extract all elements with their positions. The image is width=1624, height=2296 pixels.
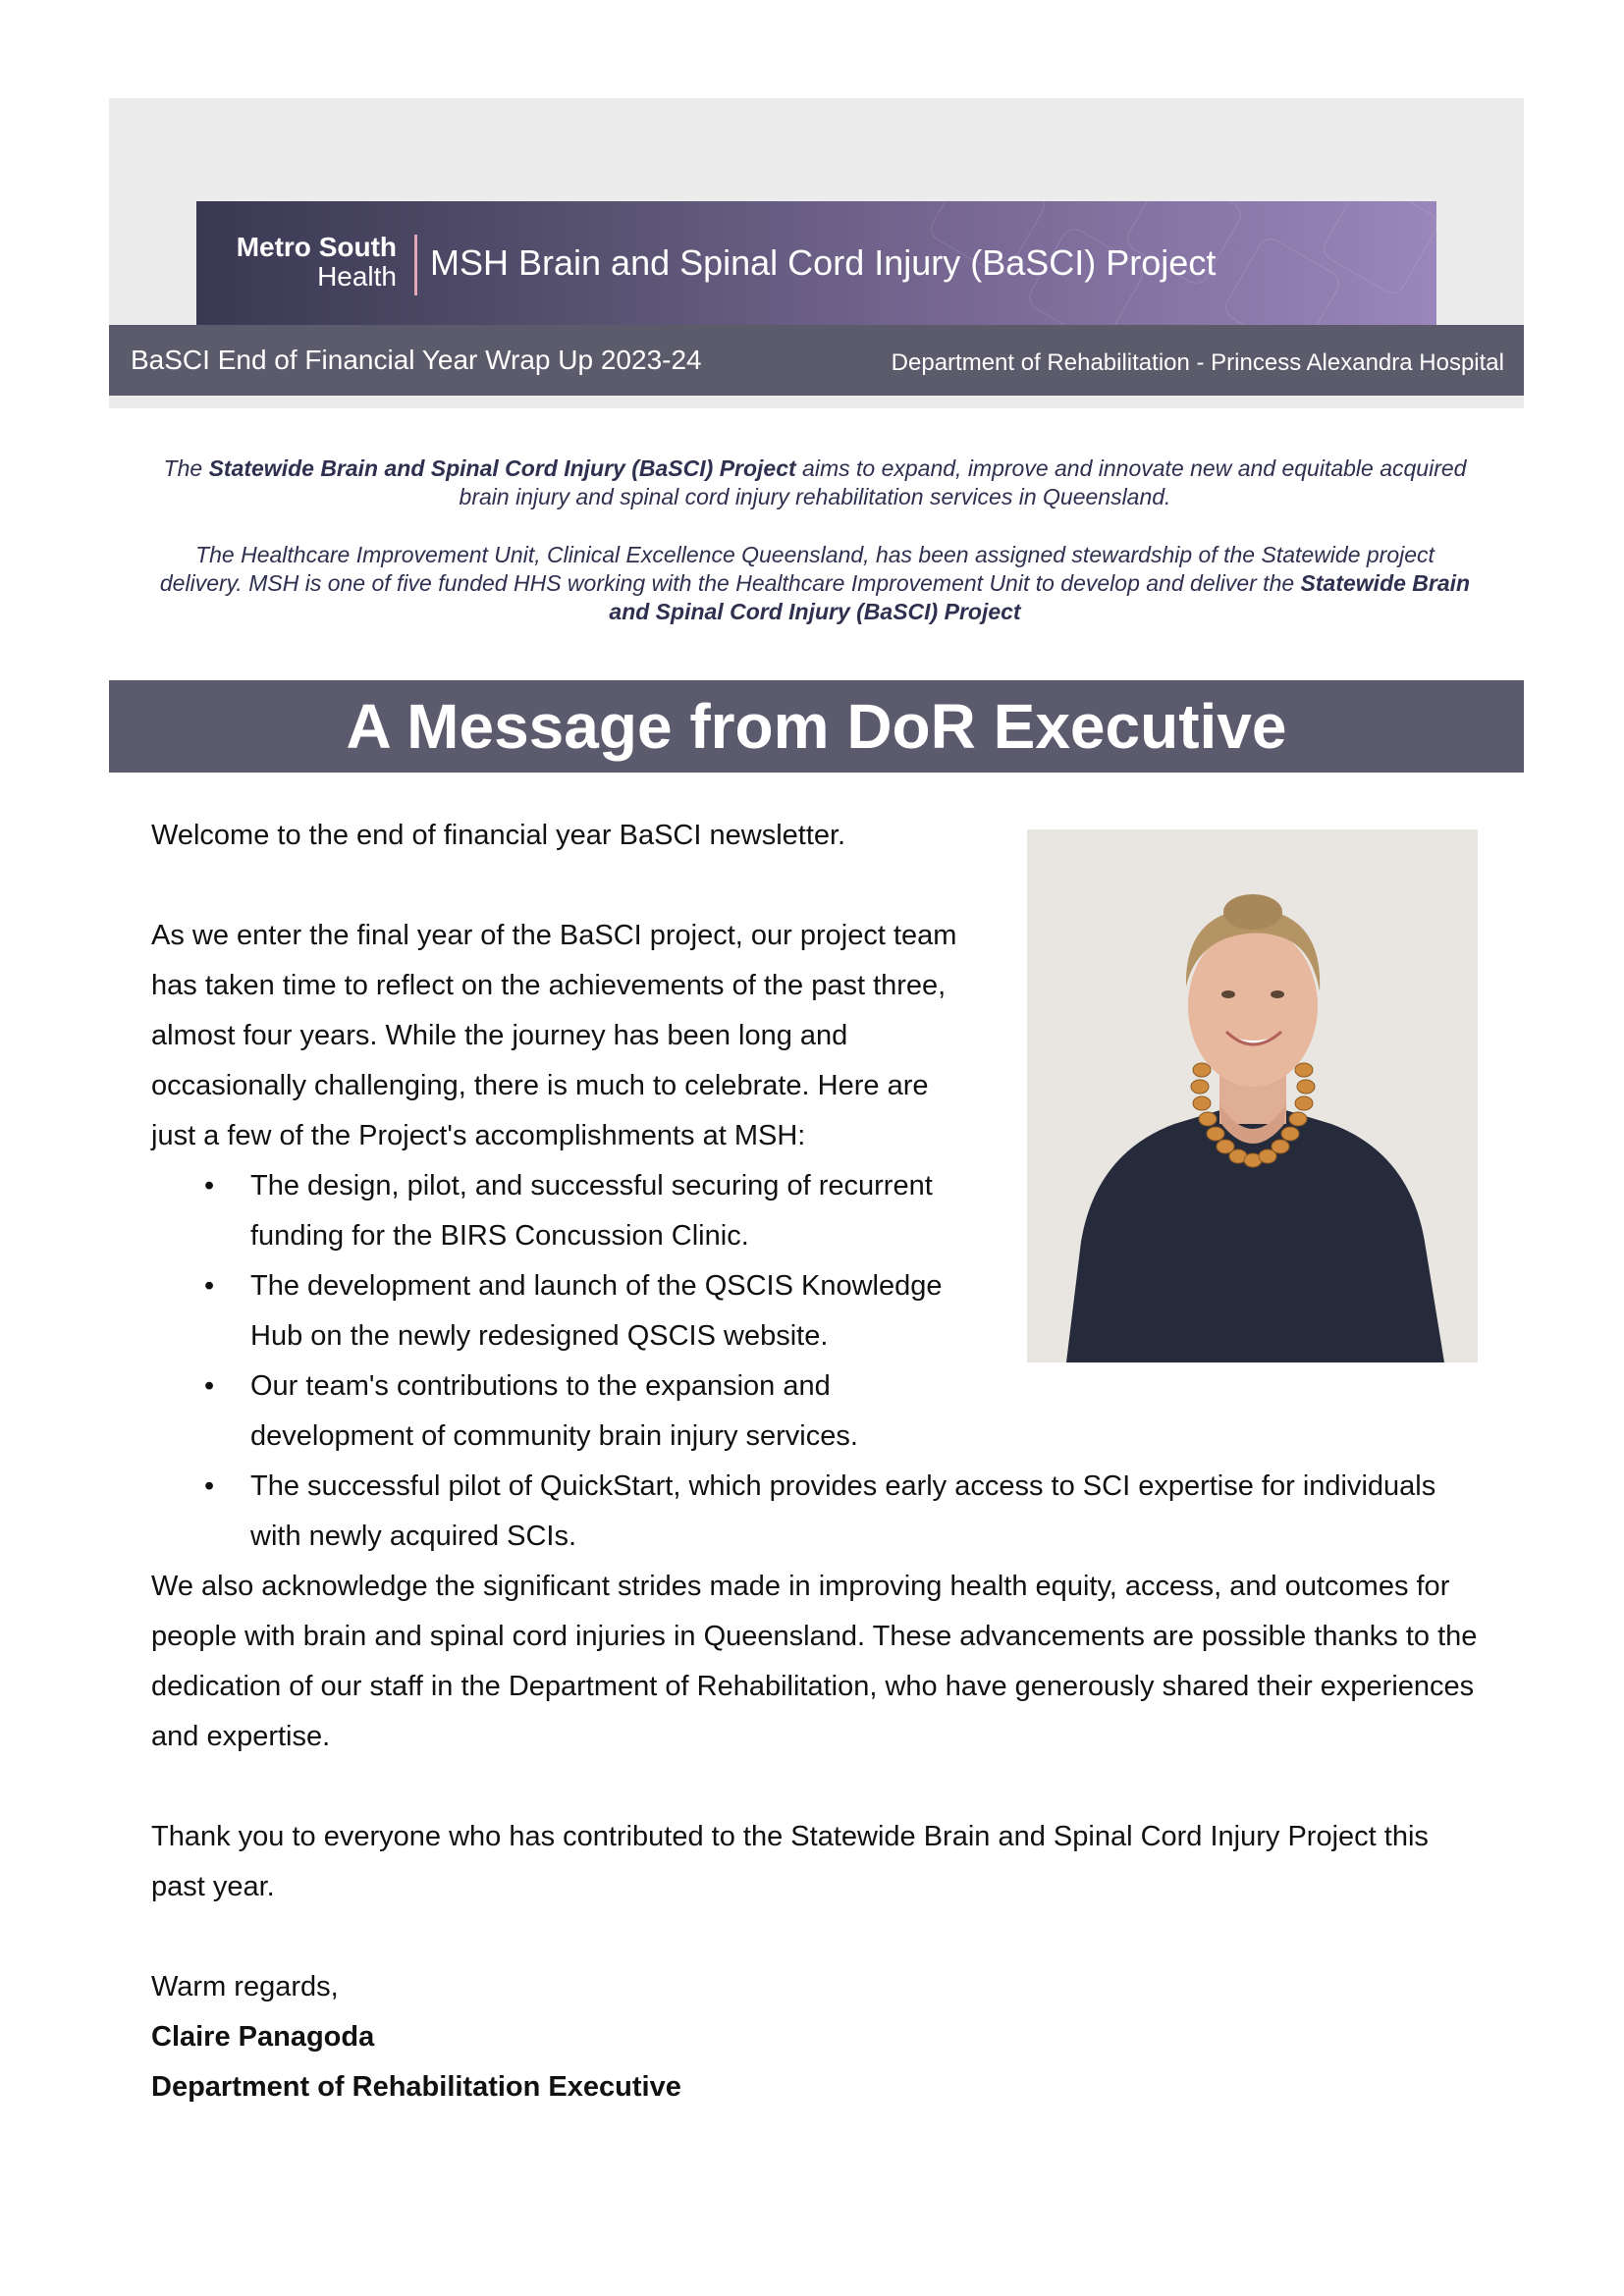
- logo-divider: [414, 235, 417, 295]
- para1-line4: occasionally challenging, there is much to celebrate. Here are: [151, 1070, 929, 1101]
- closing: Warm regards,: [151, 1971, 339, 2002]
- newsletter-title: BaSCI End of Financial Year Wrap Up 2023-24: [131, 345, 702, 375]
- bullet1-line2: funding for the BIRS Concussion Clinic.: [250, 1220, 749, 1252]
- para1-line2: has taken time to reflect on the achievements of the past three,: [151, 970, 947, 1001]
- signer-name: Claire Panagoda: [151, 2021, 375, 2053]
- bullet-icon: •: [204, 1370, 215, 1402]
- metro-south-health-logo: [224, 233, 397, 292]
- para1-line5: just a few of the Project's accomplishments at MSH:: [151, 1120, 806, 1151]
- intro-p1-text-b: aims to expand, improve and innovate new and equitable acquired brain injury and spinal cord injury rehabilitation services in Queensland.: [459, 455, 1467, 509]
- intro-paragraph-1: [157, 454, 1473, 511]
- list-item: [151, 1161, 1056, 1261]
- welcome-line: Welcome to the end of financial year BaSCI newsletter.: [151, 820, 846, 851]
- bullet2-line2: Hub on the newly redesigned QSCIS website.: [250, 1320, 829, 1352]
- banner-title: MSH Brain and Spinal Cord Injury (BaSCI) Project: [430, 242, 1217, 283]
- intro-p1-project-name: Statewide Brain and Spinal Cord Injury (BaSCI) Project: [208, 455, 796, 481]
- bullet3-line1: Our team's contributions to the expansion and: [250, 1370, 831, 1402]
- para2: We also acknowledge the significant strides made in improving health equity, access, and outcomes for people with brain and spinal cord injuries in Queensland. These advancements are possible thanks to the dedication of our staff in the Department of Rehabilitation, who have generously shared their experiences and expertise.: [151, 1571, 1478, 1752]
- para1-line1: As we enter the final year of the BaSCI project, our project team: [151, 920, 957, 951]
- section-title: A Message from DoR Executive: [346, 691, 1287, 762]
- bullet1-line1: The design, pilot, and successful securing of recurrent: [250, 1170, 933, 1201]
- logo-line2: Health: [317, 261, 397, 292]
- bullet3-line2: development of community brain injury services.: [250, 1420, 858, 1452]
- section-header: [109, 680, 1524, 773]
- intro-p1-text-a: The: [163, 455, 209, 481]
- intro-p2-text: The Healthcare Improvement Unit, Clinical Excellence Queensland, has been assigned stewardship of the Statewide project delivery. MSH is one of five funded HHS working with the Healthcare Improvement Unit to develop and deliver the: [159, 542, 1435, 596]
- para1-line3: almost four years. While the journey has been long and: [151, 1020, 848, 1051]
- intro-p2-project-name: Statewide Brain and Spinal Cord Injury (BaSCI) Project: [609, 570, 1471, 624]
- header-strip: [109, 325, 1524, 396]
- bullet4-text: The successful pilot of QuickStart, which provides early access to SCI expertise for individuals with newly acquired SCIs.: [250, 1470, 1436, 1552]
- project-banner: [196, 201, 1436, 325]
- logo-line1: Metro South: [236, 232, 397, 262]
- message-body: [151, 811, 1487, 2112]
- bullet-icon: •: [204, 1470, 215, 1502]
- list-item: [151, 1362, 1056, 1462]
- list-item: [151, 1261, 1056, 1362]
- bullet-icon: •: [204, 1170, 215, 1201]
- intro-paragraph-2: [157, 541, 1473, 626]
- department-label: Department of Rehabilitation - Princess Alexandra Hospital: [891, 349, 1504, 376]
- bullet2-line1: The development and launch of the QSCIS Knowledge: [250, 1270, 943, 1302]
- list-item: [151, 1462, 1487, 1562]
- signer-title: Department of Rehabilitation Executive: [151, 2071, 681, 2103]
- bullet-icon: •: [204, 1270, 215, 1302]
- para3: Thank you to everyone who has contributed to the Statewide Brain and Spinal Cord Injury Project this past year.: [151, 1821, 1429, 1902]
